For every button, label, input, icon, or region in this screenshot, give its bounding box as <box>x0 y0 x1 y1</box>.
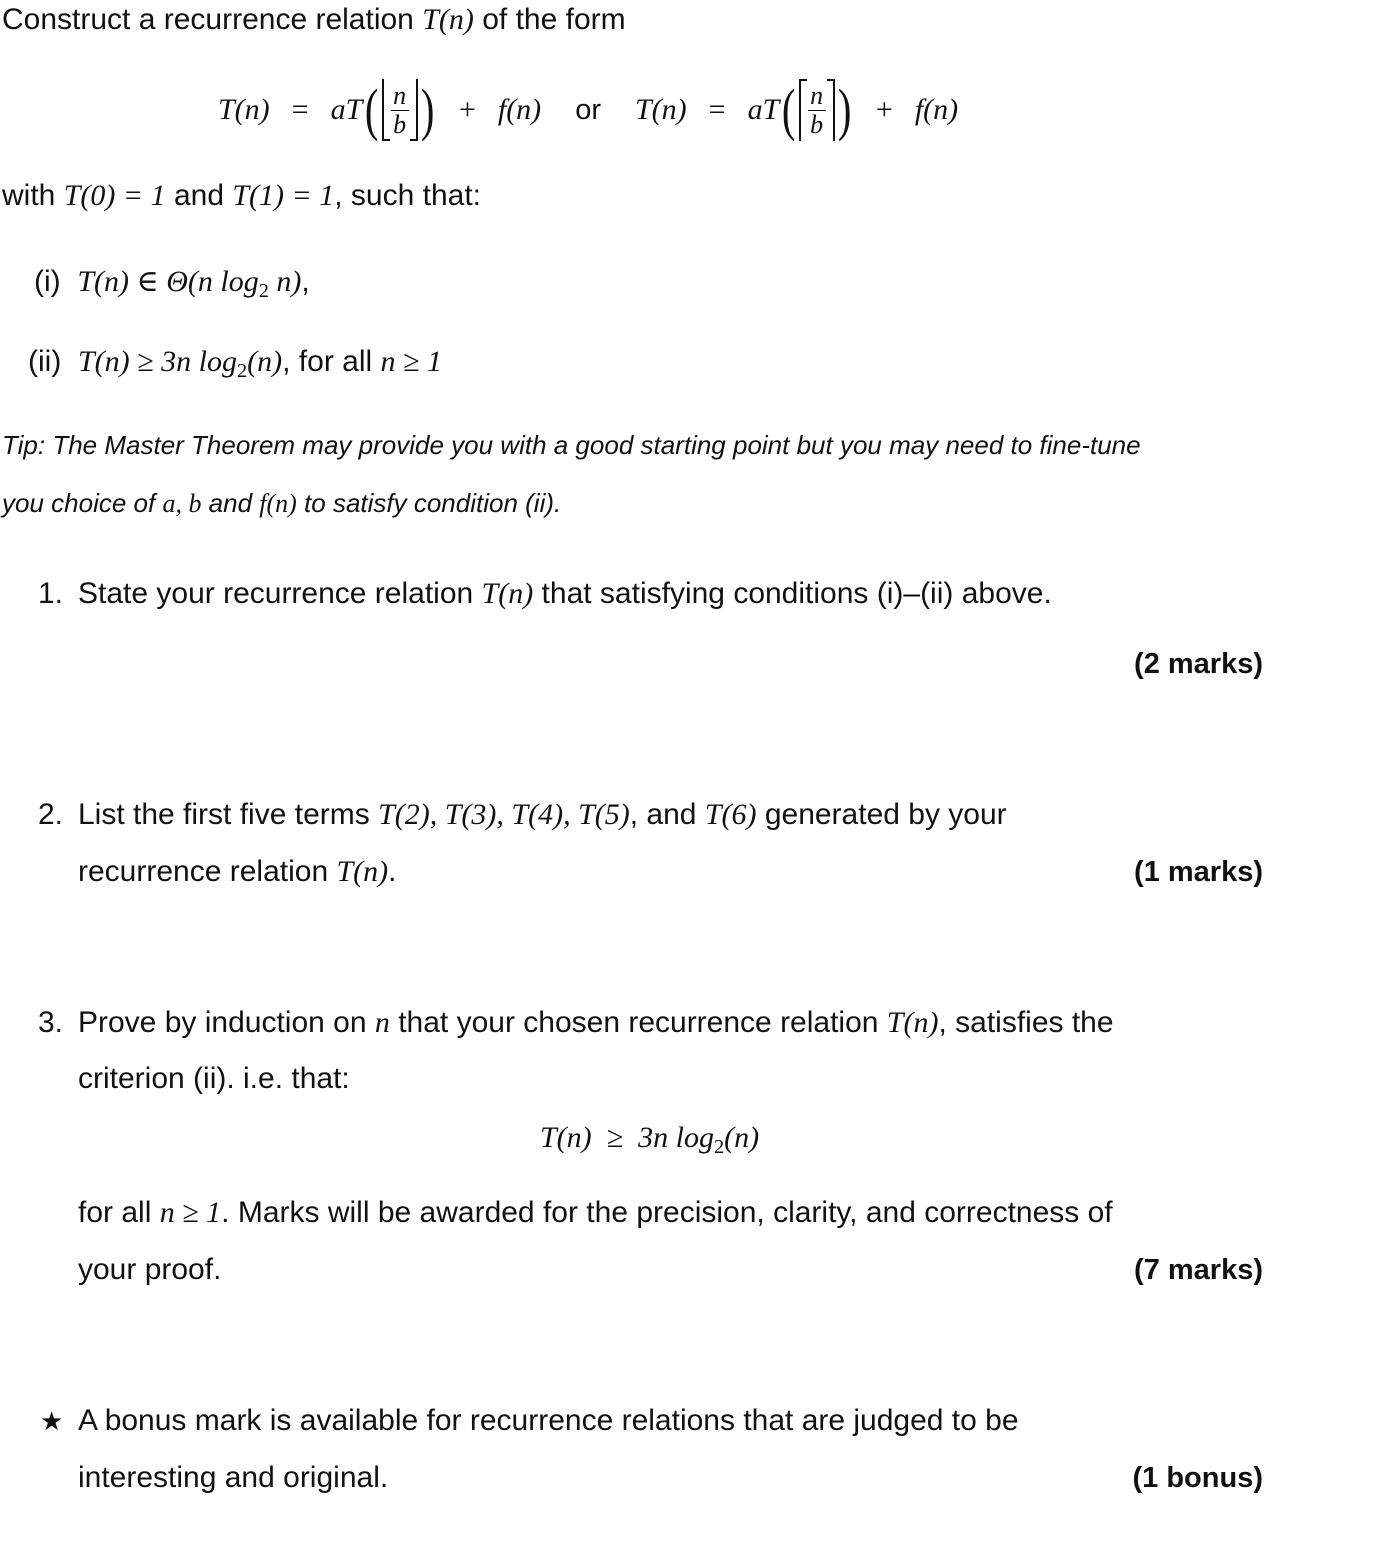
star-icon: ★ <box>40 1406 64 1436</box>
tip-text-b: and <box>201 488 260 518</box>
q3-text-c: , satisfies the <box>938 1006 1114 1039</box>
eq-fn-1: f(n) <box>497 93 542 126</box>
condition-i-label: (i) <box>34 265 61 298</box>
question-2-line-1 <box>78 795 1007 835</box>
question-1-text <box>78 574 1052 614</box>
condition-ii-math: T(n) ≥ 3n log <box>77 345 237 378</box>
question-3-line-1 <box>78 1003 1114 1043</box>
intro-math: T(n) <box>422 3 474 36</box>
paren-close-2: ) <box>837 77 852 142</box>
q3-math-n: n <box>374 1006 390 1039</box>
question-2-number: 2. <box>38 798 64 831</box>
q1-text-b: that satisfying conditions (i)–(ii) above. <box>533 577 1052 610</box>
condition-i-math: T(n) ∈ Θ(n log <box>77 265 259 298</box>
recurrence-form-equation <box>218 70 958 150</box>
question-1-marks: (2 marks) <box>1134 648 1263 680</box>
frac-n-1: n <box>393 80 407 110</box>
tip-line-2 <box>2 485 561 522</box>
condition-ii-label: (ii) <box>28 345 62 378</box>
eq-aT-2: aT <box>747 93 780 126</box>
eq-plus-2: + <box>875 93 893 126</box>
condition-ii-math-c: n ≥ 1 <box>380 345 442 378</box>
ceil-expression <box>799 79 835 141</box>
q3-display-b: (n) <box>724 1121 760 1154</box>
condition-i <box>34 262 310 305</box>
q3-display-sub: 2 <box>713 1136 725 1159</box>
q3-line3-a: for all <box>78 1196 160 1229</box>
q3-math: T(n) <box>886 1006 939 1039</box>
bonus-marks: (1 bonus) <box>1132 1462 1263 1494</box>
q2-text-c: generated by your <box>756 798 1007 831</box>
paren-close-1: ) <box>420 77 435 142</box>
paren-open-2: ( <box>782 77 796 142</box>
question-3-line-2: criterion (ii). i.e. that: <box>78 1062 350 1095</box>
tip-math-fn: f(n) <box>259 489 297 518</box>
eq-lhs-1: T(n) <box>218 93 270 126</box>
question-3-display-equation <box>540 1118 759 1161</box>
bonus-line-2: interesting and original. <box>78 1461 389 1494</box>
question-1-number: 1. <box>38 577 64 610</box>
q2-line2-a: recurrence relation <box>78 855 337 888</box>
question-2-marks: (1 marks) <box>1134 856 1263 888</box>
frac-b-1: b <box>393 109 407 139</box>
question-3-line-3 <box>78 1193 1113 1233</box>
frac-n-2: n <box>810 80 824 110</box>
tip-math-ab: a, b <box>162 489 202 518</box>
floor-expression <box>382 79 418 141</box>
eq-plus-1: + <box>458 93 476 126</box>
t0-math: T(0) = 1 <box>63 179 166 212</box>
q3-text-b: that your chosen recurrence relation <box>389 1006 887 1039</box>
q2-line2-math: T(n) <box>336 855 389 888</box>
q2-text-a: List the first five terms <box>78 798 379 831</box>
intro-text-end: of the form <box>473 3 626 36</box>
condition-i-math-b: n) <box>268 265 302 298</box>
question-3-line-4: your proof. <box>78 1253 222 1286</box>
q2-math2: T(6) <box>704 798 757 831</box>
initial-conditions-line <box>2 176 481 216</box>
condition-i-tail: , <box>301 265 310 298</box>
q3-display-a: T(n) ≥ 3n log <box>540 1121 714 1154</box>
tip-text-c: to satisfy condition (ii). <box>296 488 562 518</box>
q2-text-b: , and <box>629 798 705 831</box>
condition-i-sub: 2 <box>258 280 269 303</box>
q2-math: T(2), T(3), T(4), T(5) <box>378 798 630 831</box>
question-3-number: 3. <box>38 1006 64 1039</box>
q1-text-a: State your recurrence relation <box>78 577 482 610</box>
tip-line-1: Tip: The Master Theorem may provide you with a good starting point but you may need to fine-tune <box>2 430 1141 460</box>
and-text: and <box>165 179 233 212</box>
t1-math: T(1) = 1 <box>232 179 335 212</box>
such-that-text: , such that: <box>334 179 482 212</box>
intro-line <box>2 0 626 40</box>
condition-ii-math-b: (n) <box>247 345 283 378</box>
q2-line2-b: . <box>388 855 397 888</box>
eq-fn-2: f(n) <box>914 93 959 126</box>
q3-line3-b: . Marks will be awarded for the precision, clarity, and correctness of <box>221 1196 1113 1229</box>
tip-text-a: you choice of <box>2 488 163 518</box>
condition-ii-sub: 2 <box>236 360 248 383</box>
eq-or: or <box>575 93 601 126</box>
question-3-marks: (7 marks) <box>1134 1254 1263 1286</box>
eq-sign-1: = <box>291 93 309 126</box>
bonus-line-1: A bonus mark is available for recurrence relations that are judged to be <box>78 1404 1019 1437</box>
q1-math: T(n) <box>481 577 534 610</box>
eq-lhs-2: T(n) <box>634 93 687 126</box>
intro-text: Construct a recurrence relation <box>2 3 423 36</box>
q3-line3-math: n ≥ 1 <box>159 1196 222 1229</box>
paren-open-1: ( <box>365 77 379 142</box>
eq-sign-2: = <box>708 93 726 126</box>
condition-ii-tail: , for all <box>282 345 381 378</box>
question-2-line-2 <box>78 852 396 892</box>
frac-b-2: b <box>810 109 824 139</box>
condition-ii <box>28 342 442 385</box>
eq-aT-1: aT <box>330 93 363 126</box>
q3-text-a: Prove by induction on <box>78 1006 375 1039</box>
with-text: with <box>2 179 64 212</box>
